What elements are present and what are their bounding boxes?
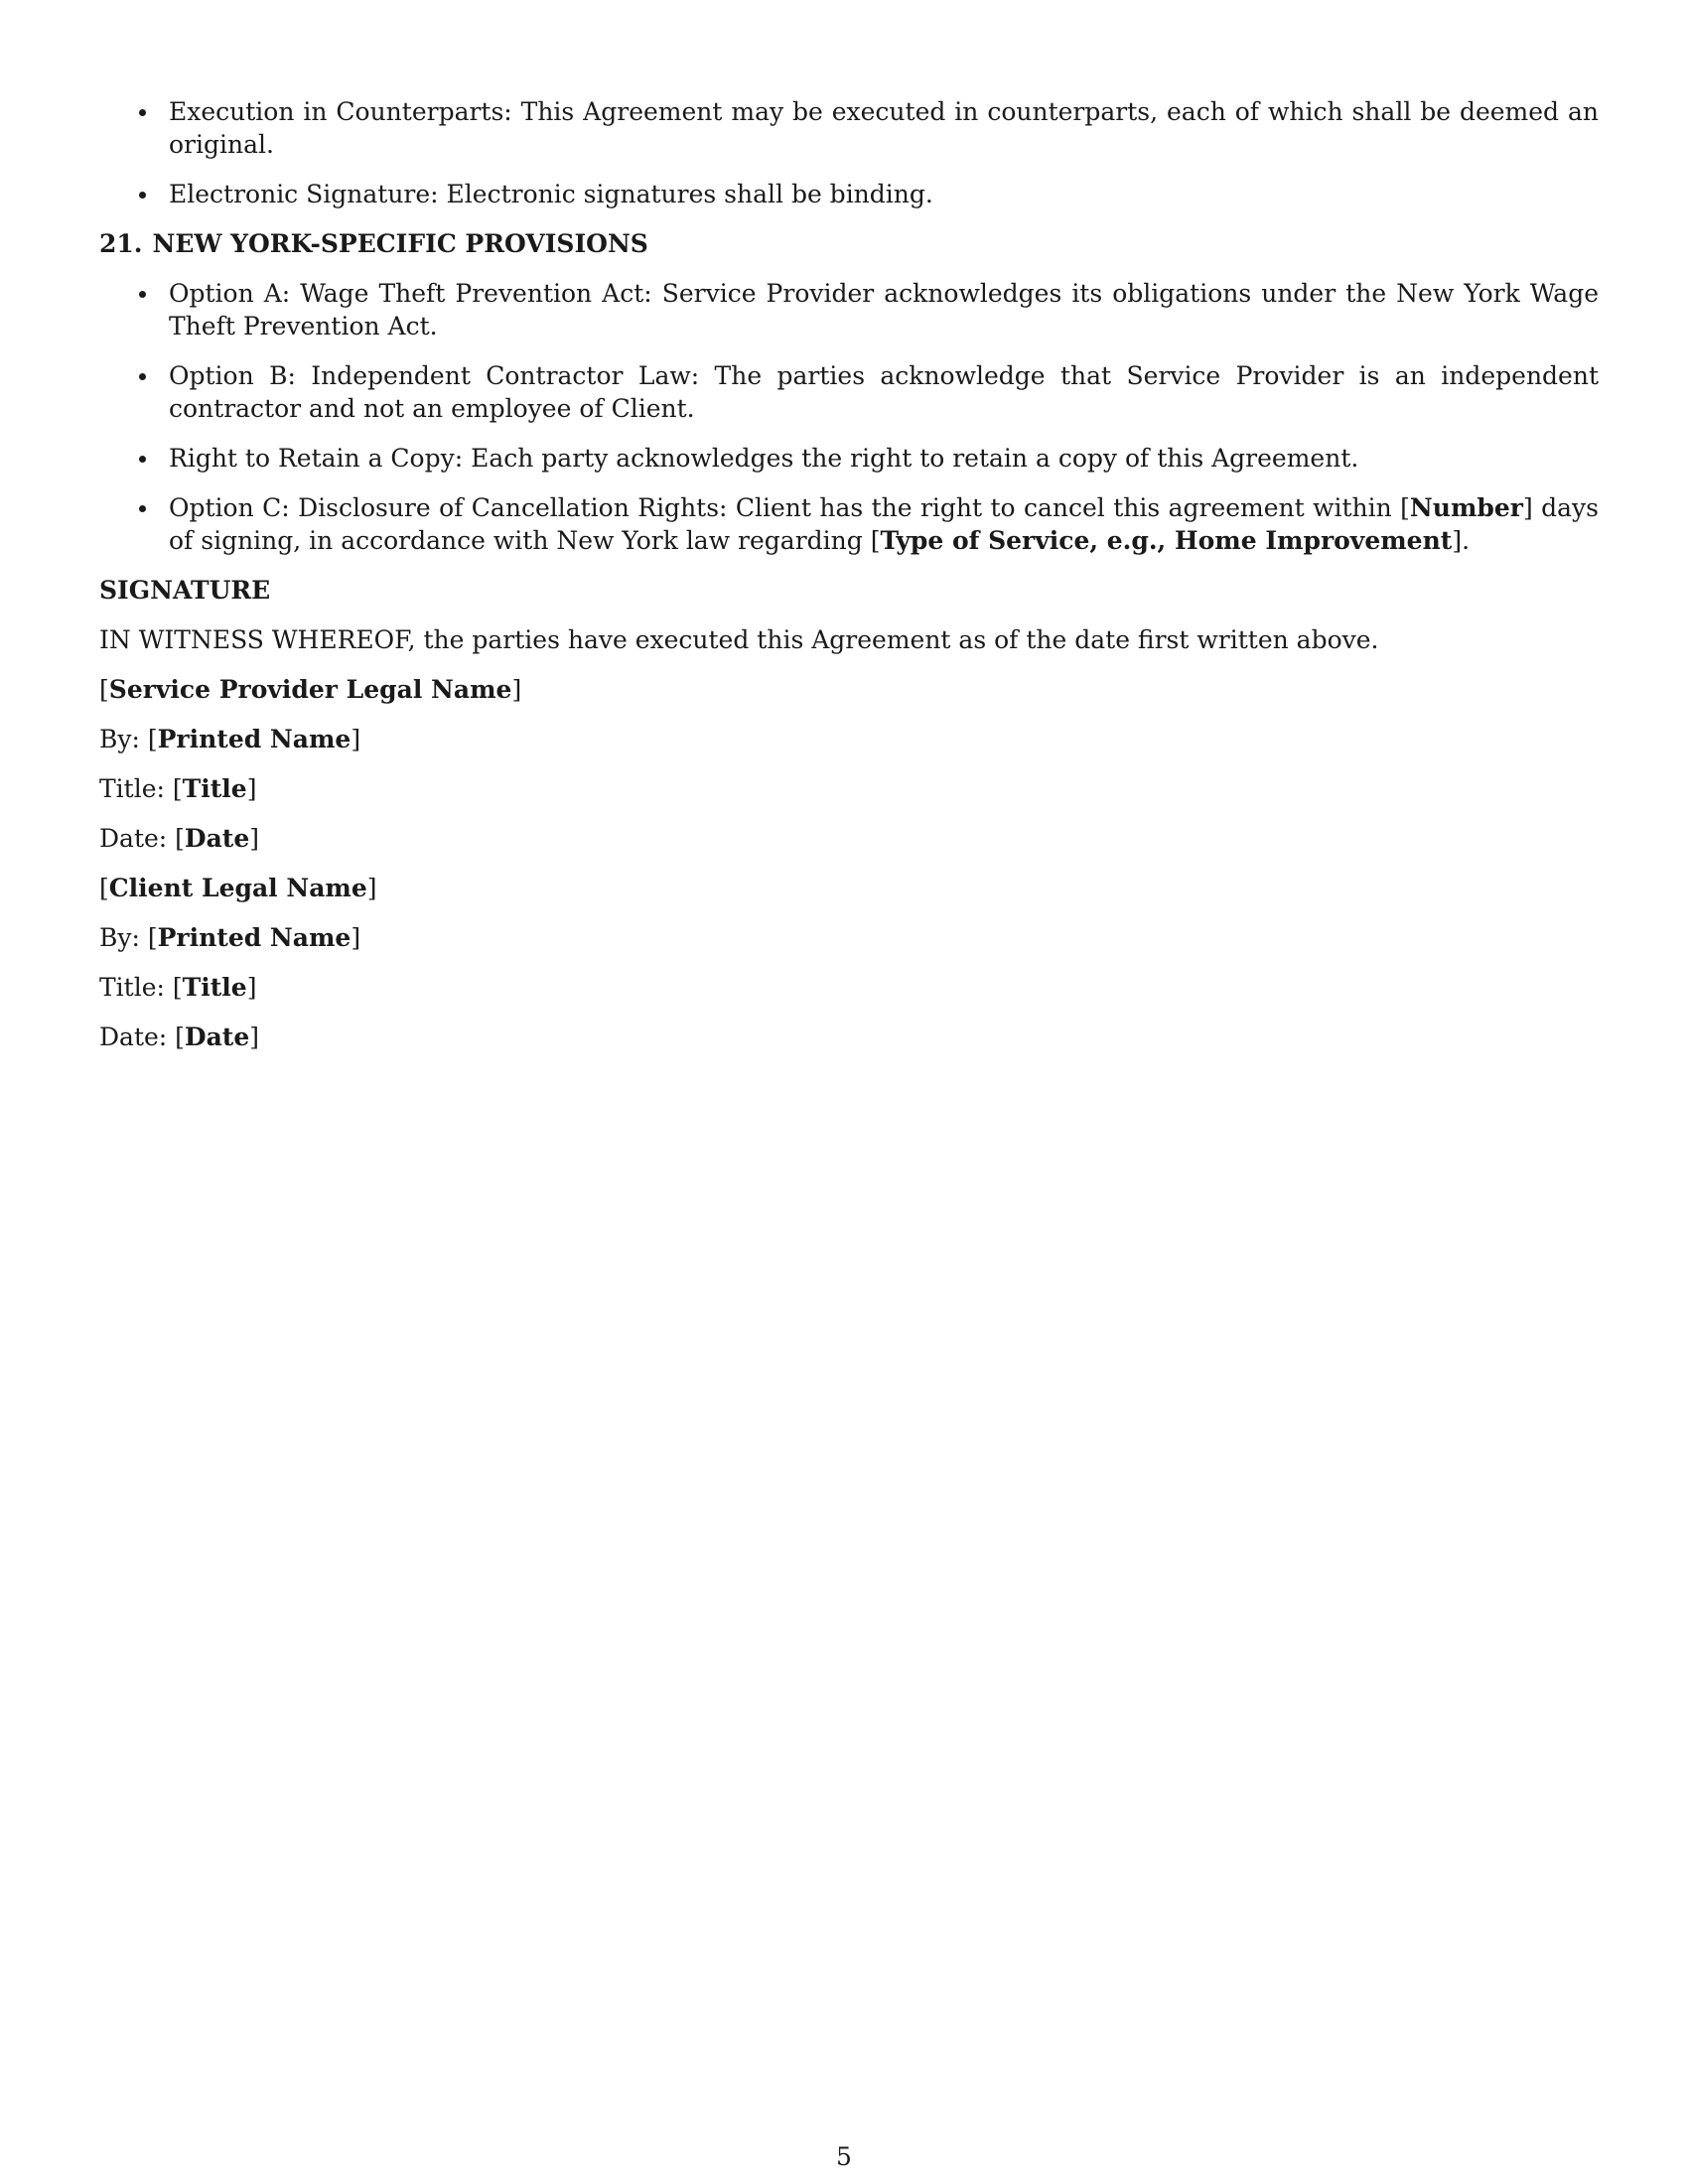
service-type-placeholder: Type of Service, e.g., Home Improvement bbox=[880, 526, 1453, 555]
list-item-option-a: Option A: Wage Theft Prevention Act: Service Provider acknowledges its obligations under the New York Wage Theft Prevention Act. bbox=[99, 277, 1599, 342]
client-name-placeholder: Client Legal Name bbox=[108, 874, 367, 902]
list-item-option-b: Option B: Independent Contractor Law: The parties acknowledge that Service Provider is an independent contractor and not an employee of Client. bbox=[99, 359, 1599, 425]
option-c-text-3: ]. bbox=[1452, 526, 1471, 555]
provider-title-line: Title: [Title] bbox=[99, 774, 257, 803]
new-york-provisions-list bbox=[99, 277, 1599, 557]
section-21-heading bbox=[99, 227, 1599, 260]
client-name-line: [Client Legal Name] bbox=[99, 874, 377, 902]
date-placeholder: Date bbox=[184, 1023, 250, 1051]
list-item-option-c bbox=[99, 491, 1599, 557]
title-placeholder: Title bbox=[182, 774, 247, 803]
number-placeholder: Number bbox=[1409, 493, 1523, 522]
provider-signature-block bbox=[99, 673, 1599, 855]
option-c-text-2: ] days of signing, in accordance with New York law regarding [ bbox=[169, 493, 1599, 555]
client-date-line: Date: [Date] bbox=[99, 1023, 260, 1051]
title-placeholder: Title bbox=[182, 973, 247, 1002]
list-item-right-to-retain: Right to Retain a Copy: Each party acknowledges the right to retain a copy of this Agreement. bbox=[99, 442, 1599, 475]
printed-name-placeholder: Printed Name bbox=[157, 725, 352, 753]
provider-by-line: By: [Printed Name] bbox=[99, 725, 361, 753]
option-c-text-1: Option C: Disclosure of Cancellation Rights: Client has the right to cancel this agreement within [ bbox=[169, 493, 1410, 522]
provider-name-line: [Service Provider Legal Name] bbox=[99, 675, 522, 704]
witness-statement: IN WITNESS WHEREOF, the parties have executed this Agreement as of the date first written above. bbox=[99, 625, 1379, 654]
client-signature-block bbox=[99, 872, 1599, 1053]
signature-heading: SIGNATURE bbox=[99, 576, 271, 605]
date-label: Date: bbox=[99, 824, 168, 853]
provider-name-placeholder: Service Provider Legal Name bbox=[108, 675, 512, 704]
client-by-line: By: [Printed Name] bbox=[99, 923, 361, 952]
date-label: Date: bbox=[99, 1023, 168, 1051]
provider-date-line: Date: [Date] bbox=[99, 824, 260, 853]
client-title-line: Title: [Title] bbox=[99, 973, 257, 1002]
page-number: 5 bbox=[836, 2142, 852, 2171]
general-provisions-list bbox=[99, 95, 1599, 210]
by-label: By: bbox=[99, 923, 140, 952]
title-label: Title: bbox=[99, 774, 165, 803]
by-label: By: bbox=[99, 725, 140, 753]
printed-name-placeholder: Printed Name bbox=[157, 923, 352, 952]
section-title: NEW YORK-SPECIFIC PROVISIONS bbox=[152, 229, 648, 258]
title-label: Title: bbox=[99, 973, 165, 1002]
list-item-electronic-signature: Electronic Signature: Electronic signatures shall be binding. bbox=[99, 178, 1599, 210]
date-placeholder: Date bbox=[184, 824, 250, 853]
section-number: 21. bbox=[99, 229, 143, 258]
document-page bbox=[99, 95, 1599, 1070]
list-item-counterparts: Execution in Counterparts: This Agreement may be executed in counterparts, each of which shall be deemed an original. bbox=[99, 95, 1599, 161]
